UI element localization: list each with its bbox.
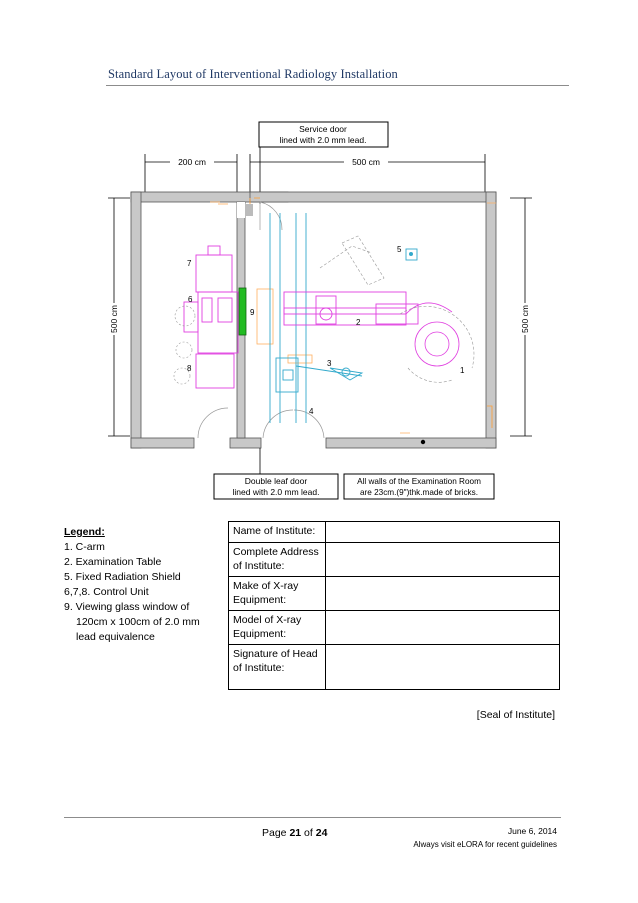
viewing-window bbox=[239, 288, 246, 335]
marker-6: 6 bbox=[188, 295, 193, 304]
floor-plan-diagram bbox=[100, 118, 540, 503]
double-door-callout bbox=[214, 448, 338, 499]
page-prefix: Page bbox=[262, 827, 290, 839]
marker-8: 8 bbox=[187, 364, 192, 373]
marker-3: 3 bbox=[327, 359, 332, 368]
seal-placeholder: [Seal of Institute] bbox=[476, 709, 555, 721]
examination-table bbox=[284, 292, 418, 325]
marker-1: 1 bbox=[460, 366, 465, 375]
dimension-500cm-left: 500 cm bbox=[109, 305, 119, 333]
legend-item-continuation: 120cm x 100cm of 2.0 mm bbox=[76, 616, 200, 628]
page-of: of bbox=[301, 827, 316, 839]
institute-details-form bbox=[228, 521, 560, 690]
header-title: Standard Layout of Interventional Radiology Installation bbox=[108, 67, 398, 81]
legend bbox=[64, 525, 224, 645]
dimension-200cm: 200 cm bbox=[178, 157, 206, 167]
marker-7: 7 bbox=[187, 259, 192, 268]
legend-item: 1. C-arm bbox=[64, 541, 105, 553]
page-number bbox=[262, 827, 327, 839]
walls-note-callout bbox=[344, 474, 494, 499]
dimension-500cm-right: 500 cm bbox=[520, 305, 530, 333]
room-walls bbox=[131, 192, 496, 448]
double-door-label-1: Double leaf door bbox=[244, 476, 308, 486]
legend-item: 9. Viewing glass window of bbox=[64, 601, 190, 613]
form-field-xray-model[interactable] bbox=[326, 611, 560, 645]
dimension-500cm-top: 500 cm bbox=[352, 157, 380, 167]
footer-date: June 6, 2014 bbox=[507, 826, 557, 836]
form-label-xray-make: Make of X-ray Equipment: bbox=[229, 577, 326, 611]
form-label-xray-model: Model of X-ray Equipment: bbox=[229, 611, 326, 645]
form-field-head-signature[interactable] bbox=[326, 645, 560, 690]
c-arm-unit bbox=[406, 303, 459, 366]
service-door-label-1: Service door bbox=[299, 124, 347, 134]
form-field-address[interactable] bbox=[326, 543, 560, 577]
legend-item: 2. Examination Table bbox=[64, 556, 162, 568]
form-field-institute-name[interactable] bbox=[326, 522, 560, 543]
legend-item: 6,7,8. Control Unit bbox=[64, 586, 149, 598]
marker-4: 4 bbox=[309, 407, 314, 416]
marker-9: 9 bbox=[250, 308, 255, 317]
header-divider bbox=[106, 85, 569, 86]
walls-note-label-1: All walls of the Examination Room bbox=[357, 477, 481, 486]
page-current: 21 bbox=[289, 827, 302, 839]
footer-note: Always visit eLORA for recent guidelines bbox=[413, 840, 557, 849]
doors bbox=[198, 202, 324, 438]
form-label-address: Complete Address of Institute: bbox=[229, 543, 326, 577]
legend-title: Legend: bbox=[64, 526, 105, 538]
double-door-label-2: lined with 2.0 mm lead. bbox=[232, 487, 320, 497]
legend-item: 5. Fixed Radiation Shield bbox=[64, 571, 181, 583]
form-label-institute-name: Name of Institute: bbox=[229, 522, 326, 543]
marker-2: 2 bbox=[356, 318, 361, 327]
legend-item-continuation: lead equivalence bbox=[76, 631, 155, 643]
footer-divider bbox=[64, 817, 561, 818]
walls-note-label-2: are 23cm.(9")thk.made of bricks. bbox=[359, 488, 479, 497]
equipment-markers bbox=[187, 245, 465, 416]
marker-5: 5 bbox=[397, 245, 402, 254]
service-door-label-2: lined with 2.0 mm lead. bbox=[279, 135, 367, 145]
page-total: 24 bbox=[315, 827, 328, 839]
form-label-head-signature: Signature of Head of Institute: bbox=[229, 645, 326, 690]
control-unit-equipment bbox=[184, 246, 238, 388]
form-field-xray-make[interactable] bbox=[326, 577, 560, 611]
